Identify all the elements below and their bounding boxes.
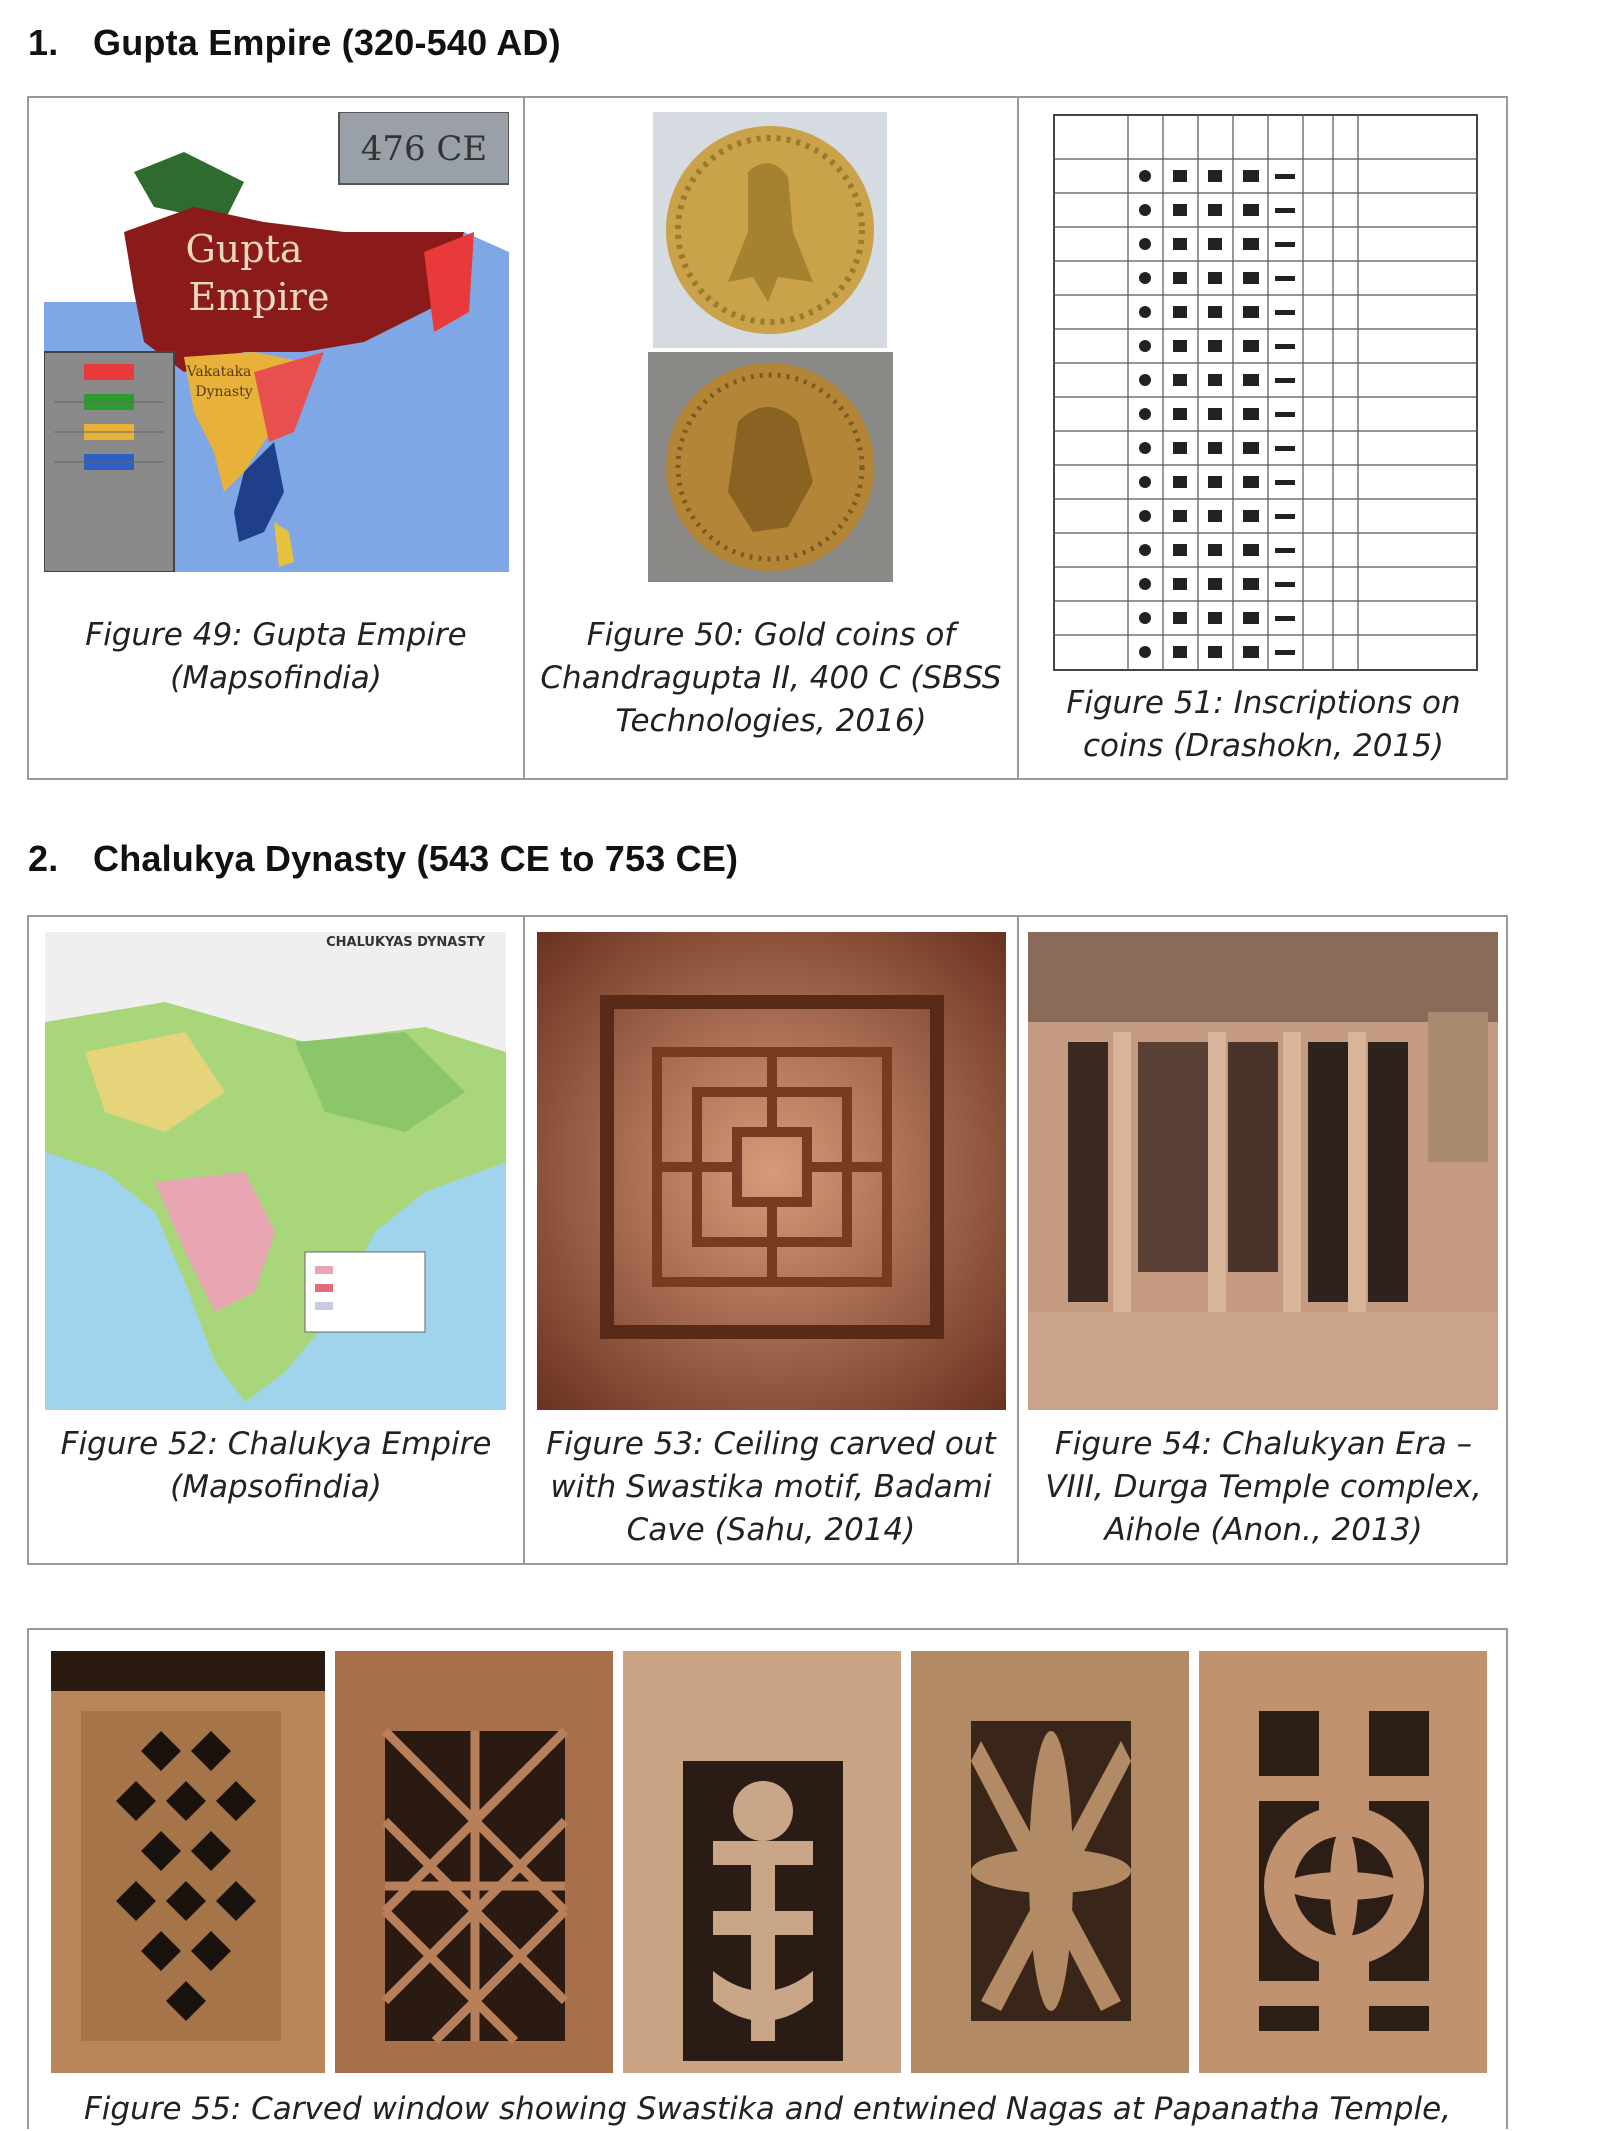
figure-54-cell — [1017, 917, 1508, 1563]
figure-table-1 — [27, 96, 1508, 780]
section-2-title: Chalukya Dynasty (543 CE to 753 CE) — [93, 838, 739, 879]
figure-table-3 — [27, 1628, 1508, 2129]
figure-49-caption: Figure 49: Gupta Empire (Mapsofindia) — [85, 617, 467, 696]
figure-53-caption: Figure 53: Ceiling carved out with Swastika motif, Badami Cave (Sahu, 2014) — [546, 1426, 996, 1548]
svg-text:Vakataka: Vakataka — [186, 364, 252, 380]
svg-text:Empire: Empire — [188, 275, 330, 319]
svg-text:Dynasty: Dynasty — [195, 384, 253, 400]
carved-window-1-photo — [51, 1651, 325, 2073]
figure-52-caption: Figure 52: Chalukya Empire (Mapsofindia) — [60, 1426, 492, 1505]
gold-coin-obverse — [653, 112, 887, 348]
map-year-label: 476 CE — [360, 129, 488, 169]
gupta-empire-map — [44, 112, 509, 572]
carved-window-5-photo — [1199, 1651, 1487, 2073]
figure-table-2 — [27, 915, 1508, 1565]
figure-51-cell — [1017, 98, 1508, 778]
figure-54-caption: Figure 54: Chalukyan Era – VIII, Durga Temple complex, Aihole (Anon., 2013) — [1045, 1426, 1482, 1548]
chalukya-map-title: CHALUKYAS DYNASTY — [326, 935, 485, 950]
coin-inscriptions-table-image — [1053, 114, 1478, 674]
figure-51-caption: Figure 51: Inscriptions on coins (Drashokn, 2015) — [1066, 685, 1461, 764]
section-1-number: 1. — [28, 22, 59, 63]
durga-temple-photo — [1028, 932, 1498, 1410]
carved-window-2-photo — [335, 1651, 613, 2073]
figure-49-cell — [29, 98, 523, 778]
section-1-heading — [28, 22, 561, 64]
carved-window-3-photo — [623, 1651, 901, 2073]
figure-50-cell — [523, 98, 1017, 778]
section-2-heading — [28, 838, 738, 880]
section-2-number: 2. — [28, 838, 59, 879]
chalukya-empire-map — [45, 932, 506, 1410]
carved-window-4-photo — [911, 1651, 1189, 2073]
figure-50-caption: Figure 50: Gold coins of Chandragupta II, 400 C (SBSS Technologies, 2016) — [540, 617, 1002, 739]
figure-53-cell — [523, 917, 1017, 1563]
svg-text:Gupta: Gupta — [185, 227, 303, 271]
figure-52-cell — [29, 917, 523, 1563]
badami-cave-ceiling-photo — [537, 932, 1006, 1410]
gold-coin-reverse — [648, 352, 893, 582]
figure-55-caption: Figure 55: Carved window showing Swastika and entwined Nagas at Papanatha Temple, — [83, 2091, 1452, 2127]
section-1-title: Gupta Empire (320-540 AD) — [93, 22, 561, 63]
